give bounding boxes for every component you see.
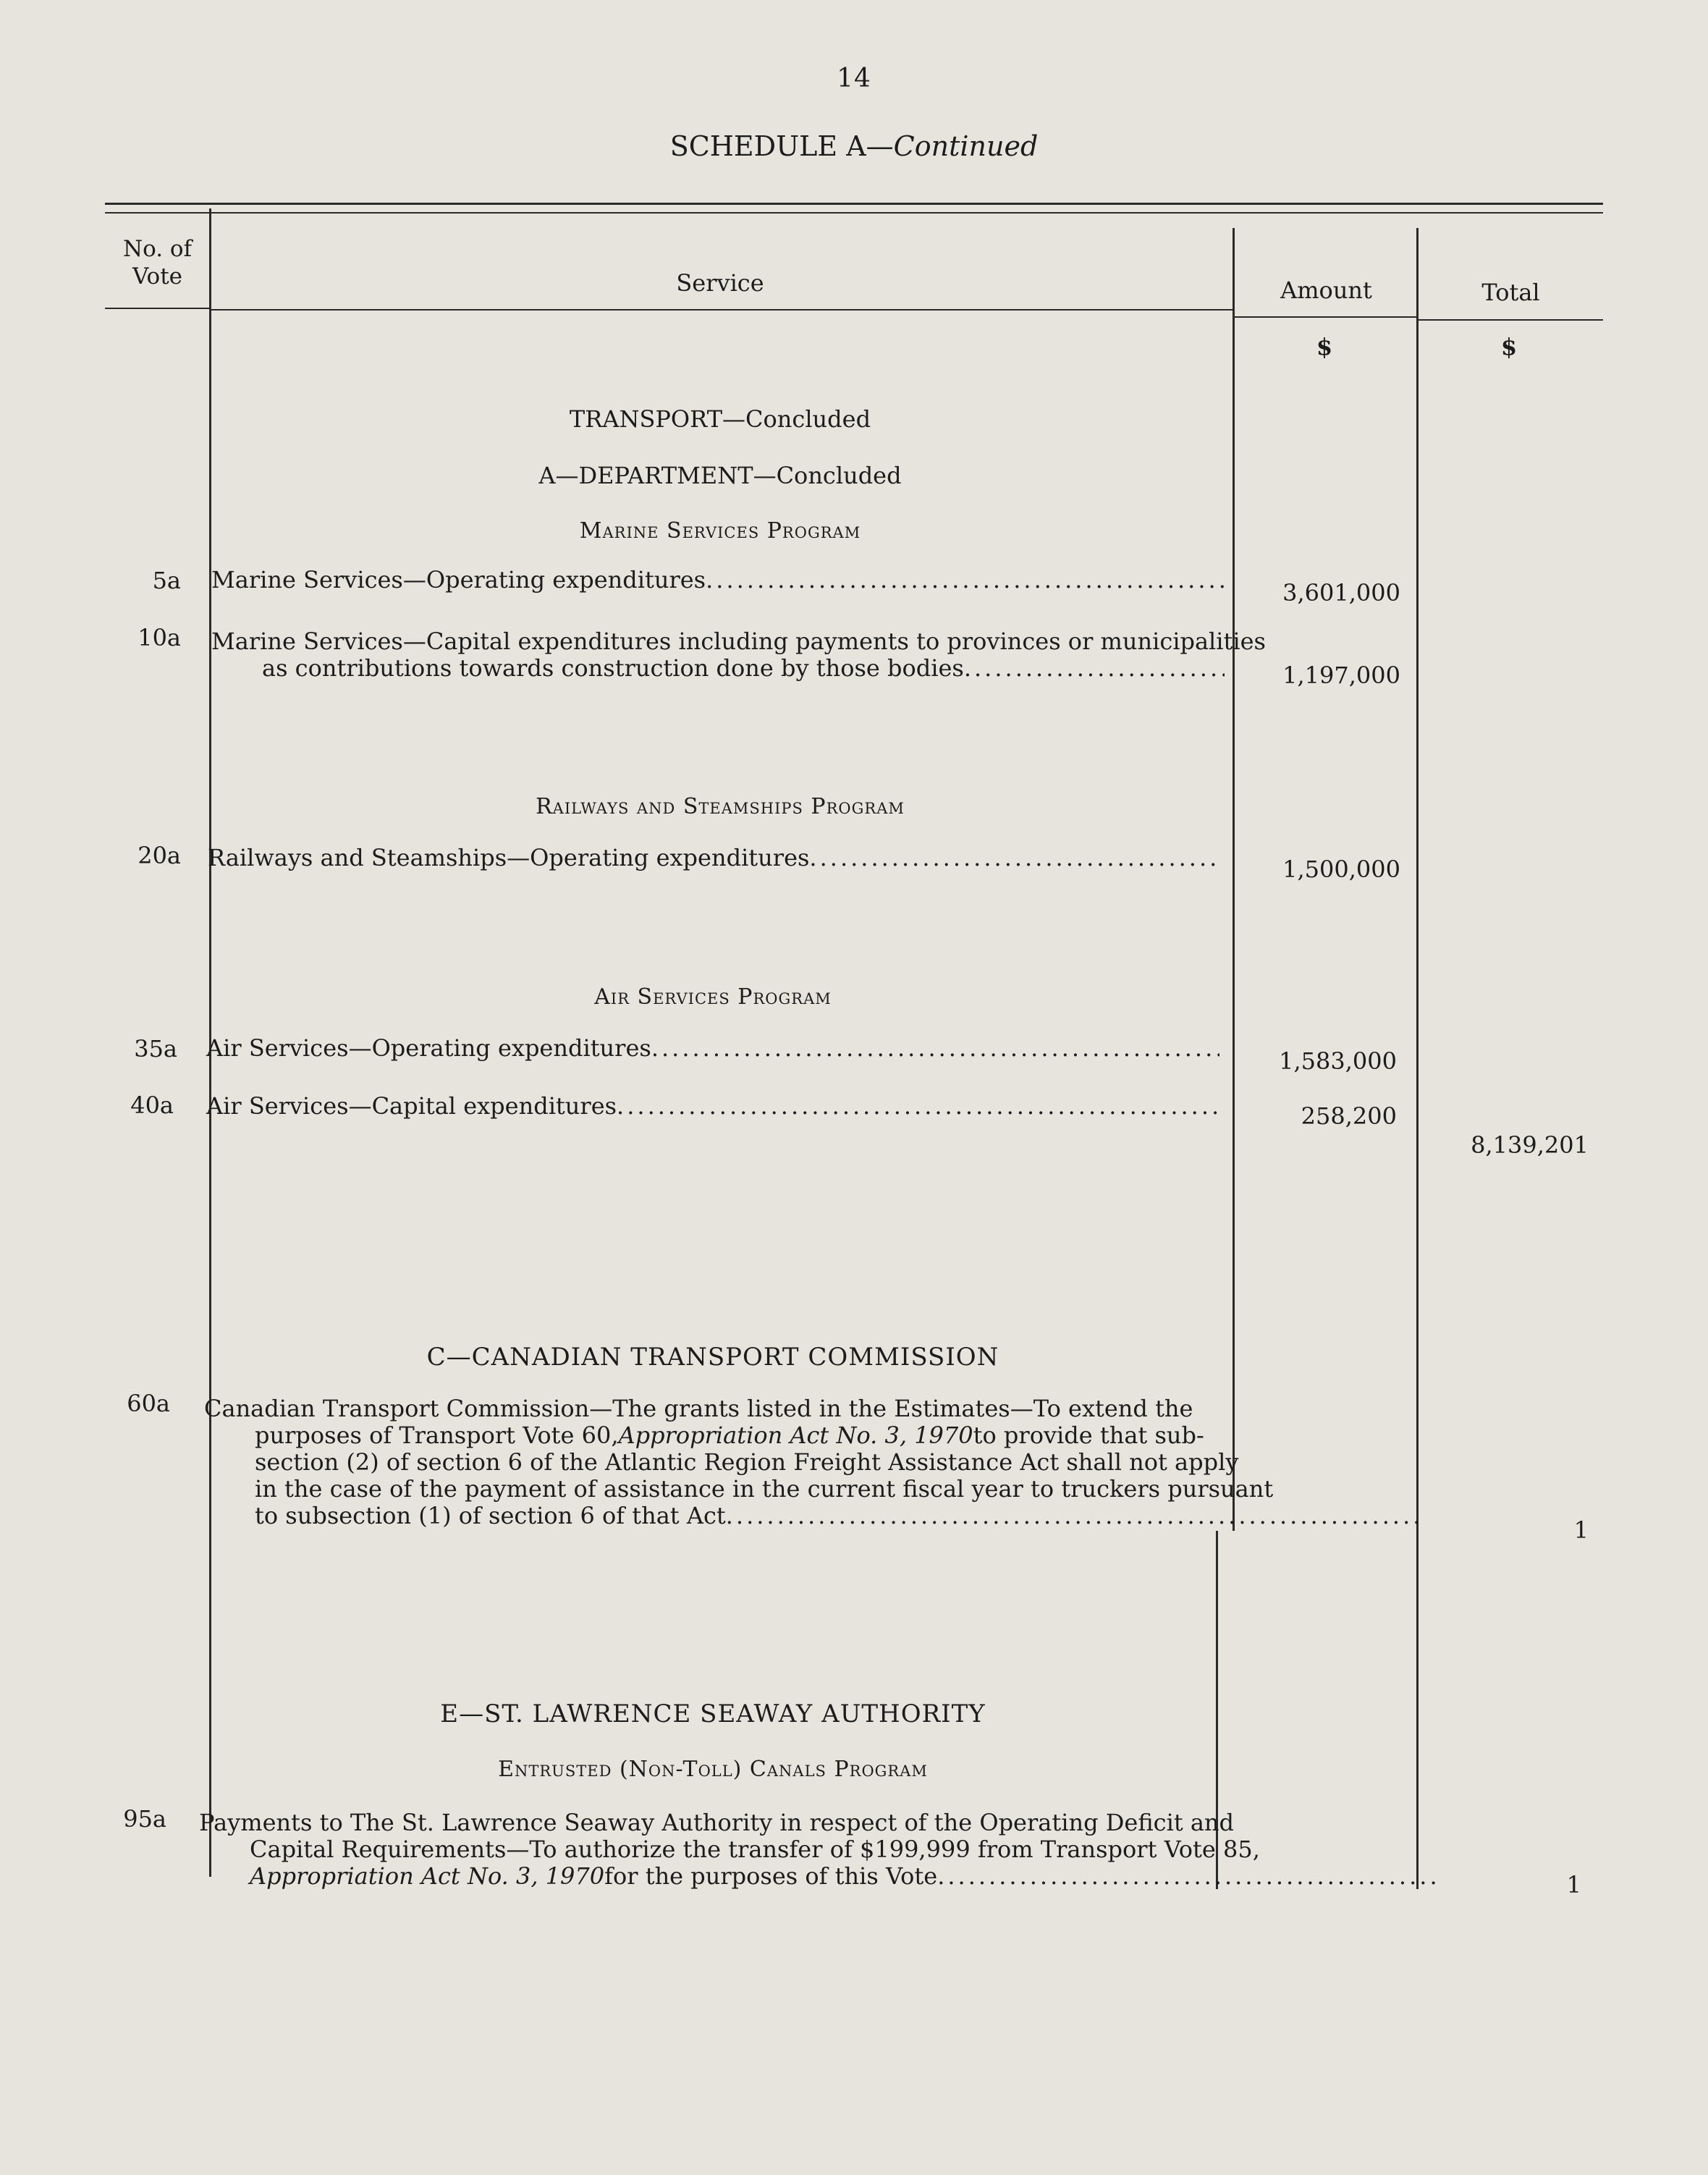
service-35a-text: Air Services—Operating expenditures xyxy=(206,1034,651,1062)
col-header-amount: Amount xyxy=(1280,276,1372,304)
service-10a-line1: Marine Services—Capital expenditures including payments to provinces or municipalities xyxy=(211,628,1266,655)
vote-60a: 60a xyxy=(127,1390,170,1417)
col-header-vote xyxy=(109,235,206,290)
program-canals-heading: Entrusted (Non-Toll) Canals Program xyxy=(498,1757,928,1782)
service-60a-line2-italic: Appropriation Act No. 3, 1970 xyxy=(618,1422,973,1449)
service-20a xyxy=(208,845,1221,871)
service-60a-line2b: to provide that sub- xyxy=(973,1422,1204,1449)
section-transport-heading: TRANSPORT—Concluded xyxy=(569,405,871,433)
service-95a-line3b: for the purposes of this Vote xyxy=(604,1862,938,1890)
section-seaway-heading: E—ST. LAWRENCE SEAWAY AUTHORITY xyxy=(440,1699,986,1728)
service-60a xyxy=(204,1395,1274,1529)
service-35a xyxy=(206,1035,1219,1062)
amount-unit: $ xyxy=(1316,333,1333,360)
leader-dots xyxy=(937,1863,1437,1890)
col-header-service: Service xyxy=(676,269,764,297)
service-40a-text: Air Services—Capital expenditures xyxy=(206,1092,617,1120)
top-rule-2 xyxy=(105,212,1603,214)
program-marine-heading: Marine Services Program xyxy=(579,518,861,544)
amount-40a: 258,200 xyxy=(1301,1102,1397,1130)
col-header-vote-line1: No. of xyxy=(122,236,193,262)
vote-20a: 20a xyxy=(138,842,181,869)
total-header-rule xyxy=(1419,319,1603,321)
vote-5a: 5a xyxy=(152,567,181,594)
service-60a-line3: section (2) of section 6 of the Atlantic Region Freight Assistance Act shall not apply xyxy=(255,1448,1239,1476)
service-5a xyxy=(211,567,1225,594)
total-95a: 1 xyxy=(1566,1871,1581,1899)
amount-10a: 1,197,000 xyxy=(1282,662,1400,689)
section-cti-heading: C—CANADIAN TRANSPORT COMMISSION xyxy=(426,1343,999,1372)
service-95a-line1: Payments to The St. Lawrence Seaway Authority in respect of the Operating Deficit and xyxy=(199,1809,1235,1836)
service-95a-line2: Capital Requirements—To authorize the transfer of $199,999 from Transport Vote 85, xyxy=(250,1836,1260,1863)
service-10a-line2: as contributions towards construction done by those bodies xyxy=(262,654,964,682)
amount-5a: 3,601,000 xyxy=(1282,579,1400,607)
page-number: 14 xyxy=(837,64,871,93)
leader-dots xyxy=(617,1093,1219,1120)
top-rule-1 xyxy=(105,203,1603,205)
vote-35a: 35a xyxy=(134,1035,177,1063)
leader-dots xyxy=(964,655,1225,682)
amount-total-divider xyxy=(1416,228,1419,1889)
total-transport-subtotal: 8,139,201 xyxy=(1471,1131,1589,1159)
col-header-vote-line2: Vote xyxy=(132,263,182,290)
service-95a xyxy=(199,1809,1260,1890)
leader-dots xyxy=(726,1503,1424,1529)
amount-35a: 1,583,000 xyxy=(1279,1047,1397,1075)
service-95a-line3-italic: Appropriation Act No. 3, 1970 xyxy=(250,1862,605,1890)
vote-95a: 95a xyxy=(123,1805,166,1833)
program-railways-heading: Railways and Steamships Program xyxy=(536,794,905,819)
service-header-rule xyxy=(210,309,1234,311)
service-40a xyxy=(206,1093,1219,1120)
program-air-heading: Air Services Program xyxy=(594,984,832,1010)
leader-dots xyxy=(651,1035,1219,1062)
section-department-heading: A—DEPARTMENT—Concluded xyxy=(538,462,902,489)
service-20a-text: Railways and Steamships—Operating expenditures xyxy=(208,844,810,871)
service-60a-line5: to subsection (1) of section 6 of that Act xyxy=(255,1502,726,1529)
schedule-title xyxy=(565,130,1143,162)
service-60a-line4: in the case of the payment of assistance in the current fiscal year to truckers pursuant xyxy=(255,1475,1274,1503)
vote-40a: 40a xyxy=(130,1091,174,1119)
total-60a: 1 xyxy=(1573,1516,1589,1544)
service-5a-text: Marine Services—Operating expenditures xyxy=(211,566,706,594)
leader-dots xyxy=(809,845,1221,871)
service-60a-line1: Canadian Transport Commission—The grants listed in the Estimates—To extend the xyxy=(204,1395,1193,1422)
schedule-title-main: SCHEDULE A— xyxy=(669,130,894,162)
amount-header-rule xyxy=(1234,316,1419,318)
leader-dots xyxy=(706,567,1225,594)
vote-header-rule xyxy=(105,308,210,309)
service-10a xyxy=(211,628,1266,682)
service-60a-line2a: purposes of Transport Vote 60, xyxy=(255,1422,619,1449)
schedule-title-continued: Continued xyxy=(893,130,1039,162)
total-unit: $ xyxy=(1500,333,1518,360)
amount-20a: 1,500,000 xyxy=(1282,856,1400,883)
col-header-total: Total xyxy=(1481,279,1540,306)
vote-10a: 10a xyxy=(138,624,181,651)
